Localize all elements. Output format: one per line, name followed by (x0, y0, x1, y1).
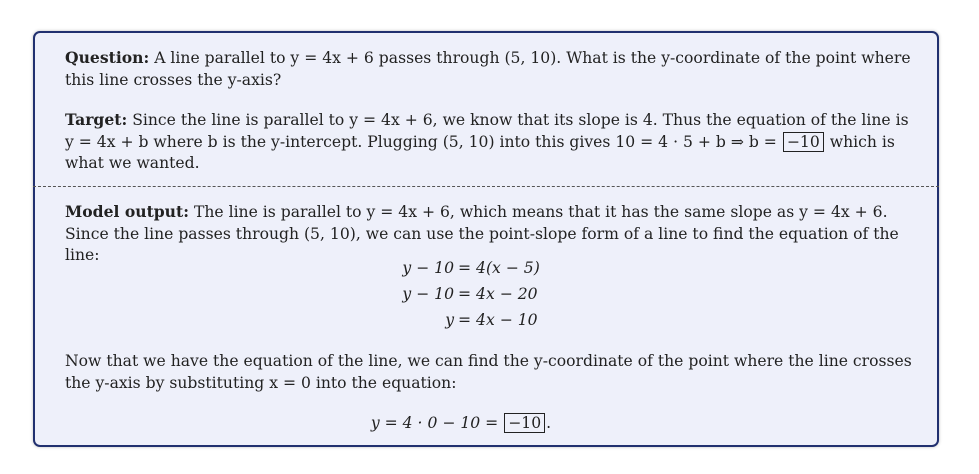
target-section (65, 109, 917, 175)
model-output-intro: The line is parallel to y = 4x + 6, which means that it has the same slope as y = 4x + 6. Since the line passes through (5, 10), we can use the point-slope form of a line to find the equation of the line: (65, 203, 899, 264)
final-period: . (546, 414, 552, 432)
model-output-label: Model output: (65, 202, 189, 221)
target-text-end: which is what we wanted. (65, 132, 895, 172)
final-boxed-answer: −10 (504, 413, 545, 433)
equation-lhs: y − 10 (402, 259, 454, 277)
equation-row (35, 259, 937, 285)
target-text: Since the line is parallel to y = 4x + 6, we know that its slope is 4. Thus the equation of the line is y = 4x + b where b is the y-intercept. Plugging (5, 10) into this gives 10 = 4 · 5 + b ⇒ b = (65, 111, 909, 151)
example-box (33, 31, 939, 447)
equation-rhs: = 4x − 20 (458, 285, 538, 303)
section-divider (33, 186, 939, 187)
target-label: Target: (65, 110, 128, 129)
conclusion-text: Now that we have the equation of the line, we can find the y-coordinate of the point where the line crosses the y-axis by substituting x = 0 into the equation: (65, 352, 912, 392)
equation-row (35, 285, 937, 311)
question-label: Question: (65, 48, 150, 67)
equation-row (35, 311, 937, 337)
equation-lhs: y − 10 (402, 285, 454, 303)
equation-rhs: = 4(x − 5) (458, 259, 540, 277)
equation-block (35, 259, 937, 337)
equation-rhs: = 4x − 10 (458, 311, 538, 329)
question-text: A line parallel to y = 4x + 6 passes through (5, 10). What is the y-coordinate of the point where this line crosses the y-axis? (65, 49, 911, 89)
final-expression: y = 4 · 0 − 10 = (370, 414, 499, 432)
question-section (65, 47, 917, 91)
model-output-section (65, 201, 917, 267)
model-output-conclusion (65, 351, 917, 394)
final-equation (35, 413, 937, 433)
target-boxed-answer: −10 (783, 132, 824, 152)
equation-lhs: y (445, 311, 454, 329)
